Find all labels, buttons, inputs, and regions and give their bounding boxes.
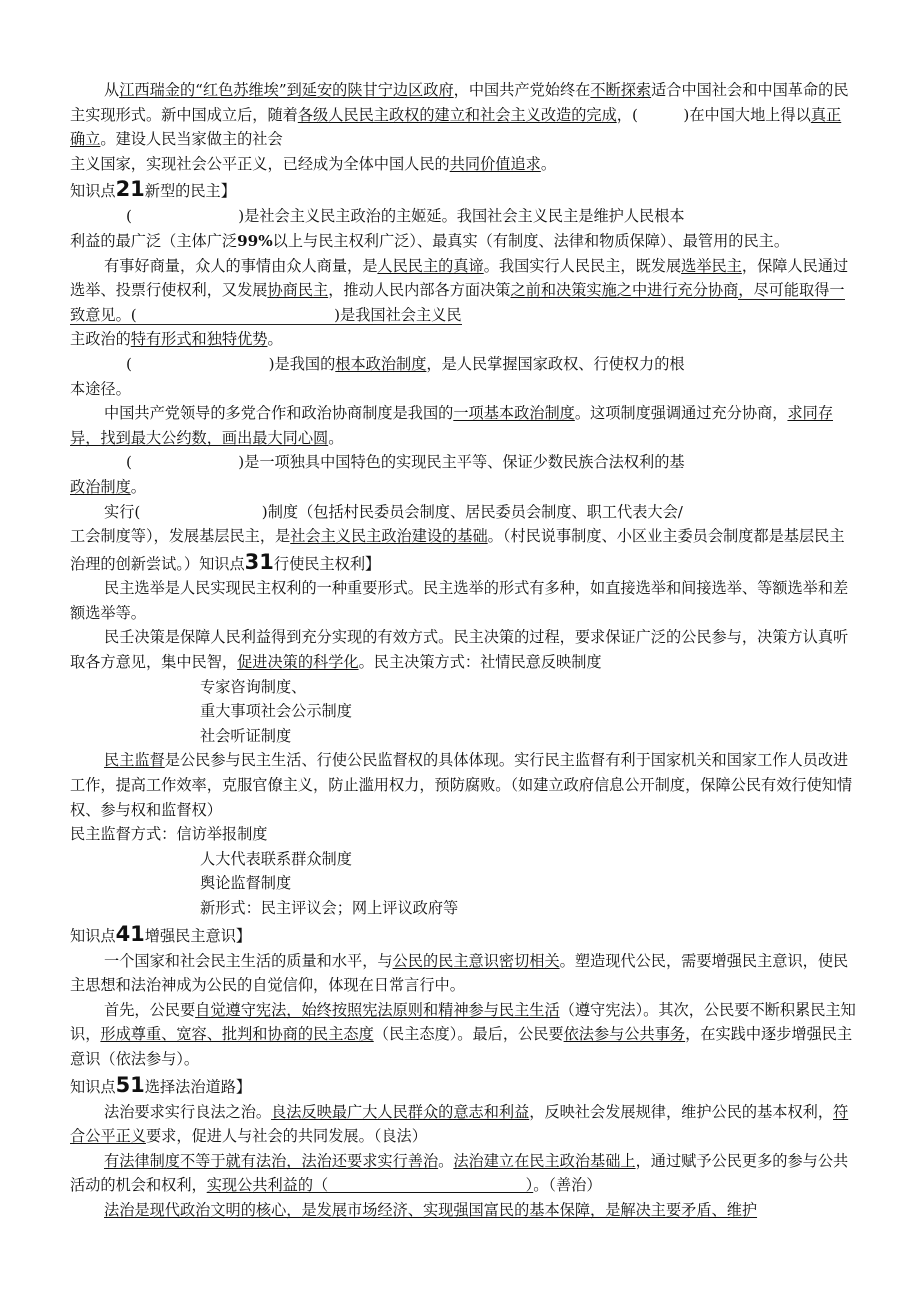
underlined-text: 民主监督 bbox=[104, 751, 165, 770]
paragraph-5 bbox=[70, 254, 856, 328]
text: 民壬决策是保障人民利益得到充分实现的有效方式。民主决策的过程，要求保证广泛的公民参与，决策方认真听取各方意见，集中民智， bbox=[70, 628, 849, 672]
underlined-text: 选举民主 bbox=[681, 256, 742, 275]
text: ( )是一项独具中国特色的实现民主平等、保证少数民族合法权利的基 bbox=[126, 453, 685, 472]
paragraph-3 bbox=[70, 204, 856, 229]
underlined-text: 法治是现代政治文明的核心，是发展市场经济、实现强国富民的基本保障，是解决主要矛盾、维护 bbox=[104, 1200, 758, 1219]
heading-title: 选择法治道路】 bbox=[144, 1077, 252, 1096]
list-item: 舆论监督制度 bbox=[200, 874, 292, 893]
knowledge-point-heading bbox=[70, 176, 856, 204]
heading-title: 新型的民主】 bbox=[144, 182, 236, 201]
text: 。 bbox=[540, 154, 556, 173]
text: 中国共产党领导的多党合作和政治协商制度是我国的 bbox=[104, 404, 454, 423]
heading-number: 21 bbox=[115, 177, 145, 202]
underlined-text: 共同价值追求 bbox=[449, 154, 541, 173]
text: 。 bbox=[267, 330, 283, 349]
text: 首先，公民要 bbox=[104, 1000, 196, 1019]
heading-number: 41 bbox=[115, 921, 145, 946]
underlined-text: 社会主义民主政治建设的基础 bbox=[290, 527, 488, 546]
underlined-text: 协商民主 bbox=[267, 281, 329, 300]
underlined-text: 良法反映最广大人民群众的意志和利益 bbox=[271, 1102, 530, 1121]
text: ，尽可能取得一致意见。( )是我国社会主义民 bbox=[70, 281, 845, 324]
underlined-text: 公民的民主意识密切相关 bbox=[392, 951, 560, 970]
text: （民主态度）。最后，公民要 bbox=[373, 1025, 564, 1044]
underlined-text: 依法参与公共事务 bbox=[563, 1025, 686, 1044]
paragraph-8 bbox=[70, 377, 856, 402]
paragraph-10 bbox=[70, 450, 856, 475]
list-item: 新形式：民主评议会；网上评议政府等 bbox=[200, 899, 459, 917]
paragraph-20 bbox=[70, 1100, 856, 1149]
text: ，通过赋予公民更多的参与公共活动的机会和权利， bbox=[70, 1151, 849, 1195]
text: 。建设人民当家做主的社会 bbox=[100, 130, 283, 149]
text: 。塑造现代公民，需要增强民主意识，使民主思想和法治神成为公民的自觉信仰，体现在日常言行中。 bbox=[70, 951, 849, 995]
paragraph-15 bbox=[70, 625, 856, 674]
heading-prefix: 知识点 bbox=[70, 926, 116, 945]
text: 主政治的 bbox=[70, 330, 131, 349]
paragraph-4 bbox=[70, 229, 856, 254]
heading-prefix: 知识点 bbox=[70, 1077, 116, 1096]
paragraph-18 bbox=[70, 949, 856, 998]
text: 从 bbox=[104, 81, 120, 99]
text: 要求，促进人与社会的共同发展。（良法） bbox=[145, 1127, 427, 1146]
paragraph-6 bbox=[70, 327, 856, 352]
underlined-text: 根本政治制度 bbox=[335, 354, 427, 373]
underlined-text: 符合公平正义 bbox=[70, 1102, 849, 1146]
paragraph-17 bbox=[70, 822, 856, 847]
list-item: 社会听证制度 bbox=[200, 726, 292, 745]
text: 。 bbox=[438, 1151, 454, 1170]
text: 主义国家，实现社会公平正义，已经成为全体中国人民的 bbox=[70, 154, 450, 173]
underlined-text: 之前和决策实施之中进行充分协商 bbox=[510, 281, 739, 300]
text: 。这项制度强调通过充分协商， bbox=[574, 404, 788, 423]
text: 。民主决策方式：社情民意反映制度 bbox=[358, 653, 602, 672]
document-page bbox=[70, 78, 856, 1223]
underlined-text: 不断探索 bbox=[590, 81, 652, 99]
underlined-text: 江西瑞金的“红色苏维埃”到延安的陕甘宁边区政府 bbox=[119, 81, 454, 99]
text: 实行( )制度（包括村民委员会制度、居民委员会制度、职工代表大会/ bbox=[104, 502, 683, 521]
list-item: 人大代表联系群众制度 bbox=[200, 849, 352, 868]
heading-number: 31 bbox=[244, 549, 274, 574]
underlined-text: 求同存异，找到最大公约数，画出最大同心圆 bbox=[70, 404, 833, 447]
paragraph-9 bbox=[70, 401, 856, 450]
paragraph-22 bbox=[70, 1198, 856, 1223]
text: 一个国家和社会民主生活的质量和水平，与 bbox=[104, 951, 393, 970]
text: ，( )在中国大地上得以 bbox=[616, 105, 811, 124]
underlined-text: 促进决策的科学化 bbox=[237, 653, 359, 672]
text: 是公民参与民主生活、行使公民监督权的具体体现。实行民主监督有利于国家机关和国家工作人员改进工作，提高工作效率，克服官僚主义，防止滥用权力，预防腐败。（如建立政府信息公开制度，保障公民有效行使知情权、参与权和监督权） bbox=[70, 751, 853, 819]
text: ，推动人民内部各方面决策 bbox=[328, 281, 511, 300]
text: ，保障人民通过选举、投票行使权利，又发展 bbox=[70, 256, 849, 300]
text: ，中国共产党始终在 bbox=[453, 81, 591, 99]
text: 适合中国社会和中国革命的民主实现形式。新中国成立后，随着 bbox=[70, 81, 849, 124]
text: 工会制度等），发展基层民主，是 bbox=[70, 527, 291, 546]
underlined-text: 形成尊重、宽容、批判和协商的民主态度 bbox=[100, 1025, 374, 1044]
paragraph-21 bbox=[70, 1149, 856, 1198]
knowledge-point-heading bbox=[70, 1072, 856, 1100]
text: 民主选举是人民实现民主权利的一种重要形式。民主选举的形式有多种，如直接选举和间接选举、等额选举和差额选举等。 bbox=[70, 579, 849, 622]
paragraph-16 bbox=[70, 748, 856, 822]
underlined-text: 一项基本政治制度 bbox=[453, 404, 575, 423]
heading-title: 行使民主权利】 bbox=[273, 554, 381, 573]
text: 。 bbox=[328, 428, 344, 447]
text: 法治要求实行良法之治。 bbox=[104, 1102, 272, 1121]
underlined-text: 实现公共利益的（ ） bbox=[206, 1176, 534, 1195]
underlined-text: 各级人民民主政权的建立和社会主义改造的完成 bbox=[297, 105, 617, 124]
text: ，在实践中逐步增强民主意识（依法参与）。 bbox=[70, 1025, 853, 1068]
bold-number: 99% bbox=[237, 231, 273, 250]
text: 民主监督方式：信访举报制度 bbox=[70, 825, 268, 844]
text: ，反映社会发展规律，维护公民的基本权利， bbox=[529, 1102, 833, 1121]
underlined-text: 法治建立在民主政治基础上 bbox=[453, 1151, 636, 1170]
paragraph-19 bbox=[70, 998, 856, 1072]
underlined-text: 特有形式和独特优势 bbox=[130, 330, 268, 349]
underlined-text: 真正确立 bbox=[70, 105, 842, 149]
text: 以上与民主权利广泛）、最真实（有制度、法律和物质保障）、最管用的民主。 bbox=[272, 231, 790, 250]
heading-number: 51 bbox=[115, 1072, 145, 1097]
text: ( )是社会主义民主政治的主姬延。我国社会主义民主是维护人民根本 bbox=[126, 207, 685, 226]
paragraph-7 bbox=[70, 352, 856, 377]
text: 本途径。 bbox=[70, 379, 131, 398]
text: 。（善治） bbox=[533, 1176, 602, 1195]
list-item: 专家咨询制度、 bbox=[200, 677, 307, 696]
paragraph-13 bbox=[70, 524, 856, 576]
heading-prefix: 知识点 bbox=[70, 182, 116, 201]
underlined-text: 有法律制度不等于就有法治，法治还要求实行善治 bbox=[104, 1151, 439, 1170]
paragraph-12 bbox=[70, 500, 856, 525]
text: 。 bbox=[130, 477, 146, 496]
underlined-text: 政治制度 bbox=[70, 477, 131, 496]
knowledge-point-heading bbox=[70, 921, 856, 949]
underlined-text: 自觉遵守宪法，始终按照宪法原则和精神参与民主生活 bbox=[195, 1000, 560, 1019]
paragraph-1 bbox=[70, 78, 856, 152]
text: ( )是我国的 bbox=[126, 354, 336, 373]
heading-title: 增强民主意识】 bbox=[144, 926, 252, 945]
text: 。我国实行人民民主，既发展 bbox=[483, 256, 682, 275]
paragraph-2 bbox=[70, 152, 856, 177]
underlined-text: 人民民主的真谛 bbox=[377, 256, 484, 275]
text: （遵守宪法）。其次，公民要不断积累民主知识， bbox=[70, 1000, 856, 1044]
list-item: 重大事项社会公示制度 bbox=[200, 702, 352, 721]
paragraph-11 bbox=[70, 475, 856, 500]
text: ，是人民掌握国家政权、行使权力的根 bbox=[426, 354, 685, 373]
text: 有事好商量，众人的事情由众人商量，是 bbox=[104, 256, 378, 275]
text: 。（村民说事制度、小区业主委员会制度都是基层民主治理的创新尝试。）知识点 bbox=[70, 527, 845, 573]
text: 利益的最广泛（主体广泛 bbox=[70, 231, 238, 250]
paragraph-14 bbox=[70, 576, 856, 625]
